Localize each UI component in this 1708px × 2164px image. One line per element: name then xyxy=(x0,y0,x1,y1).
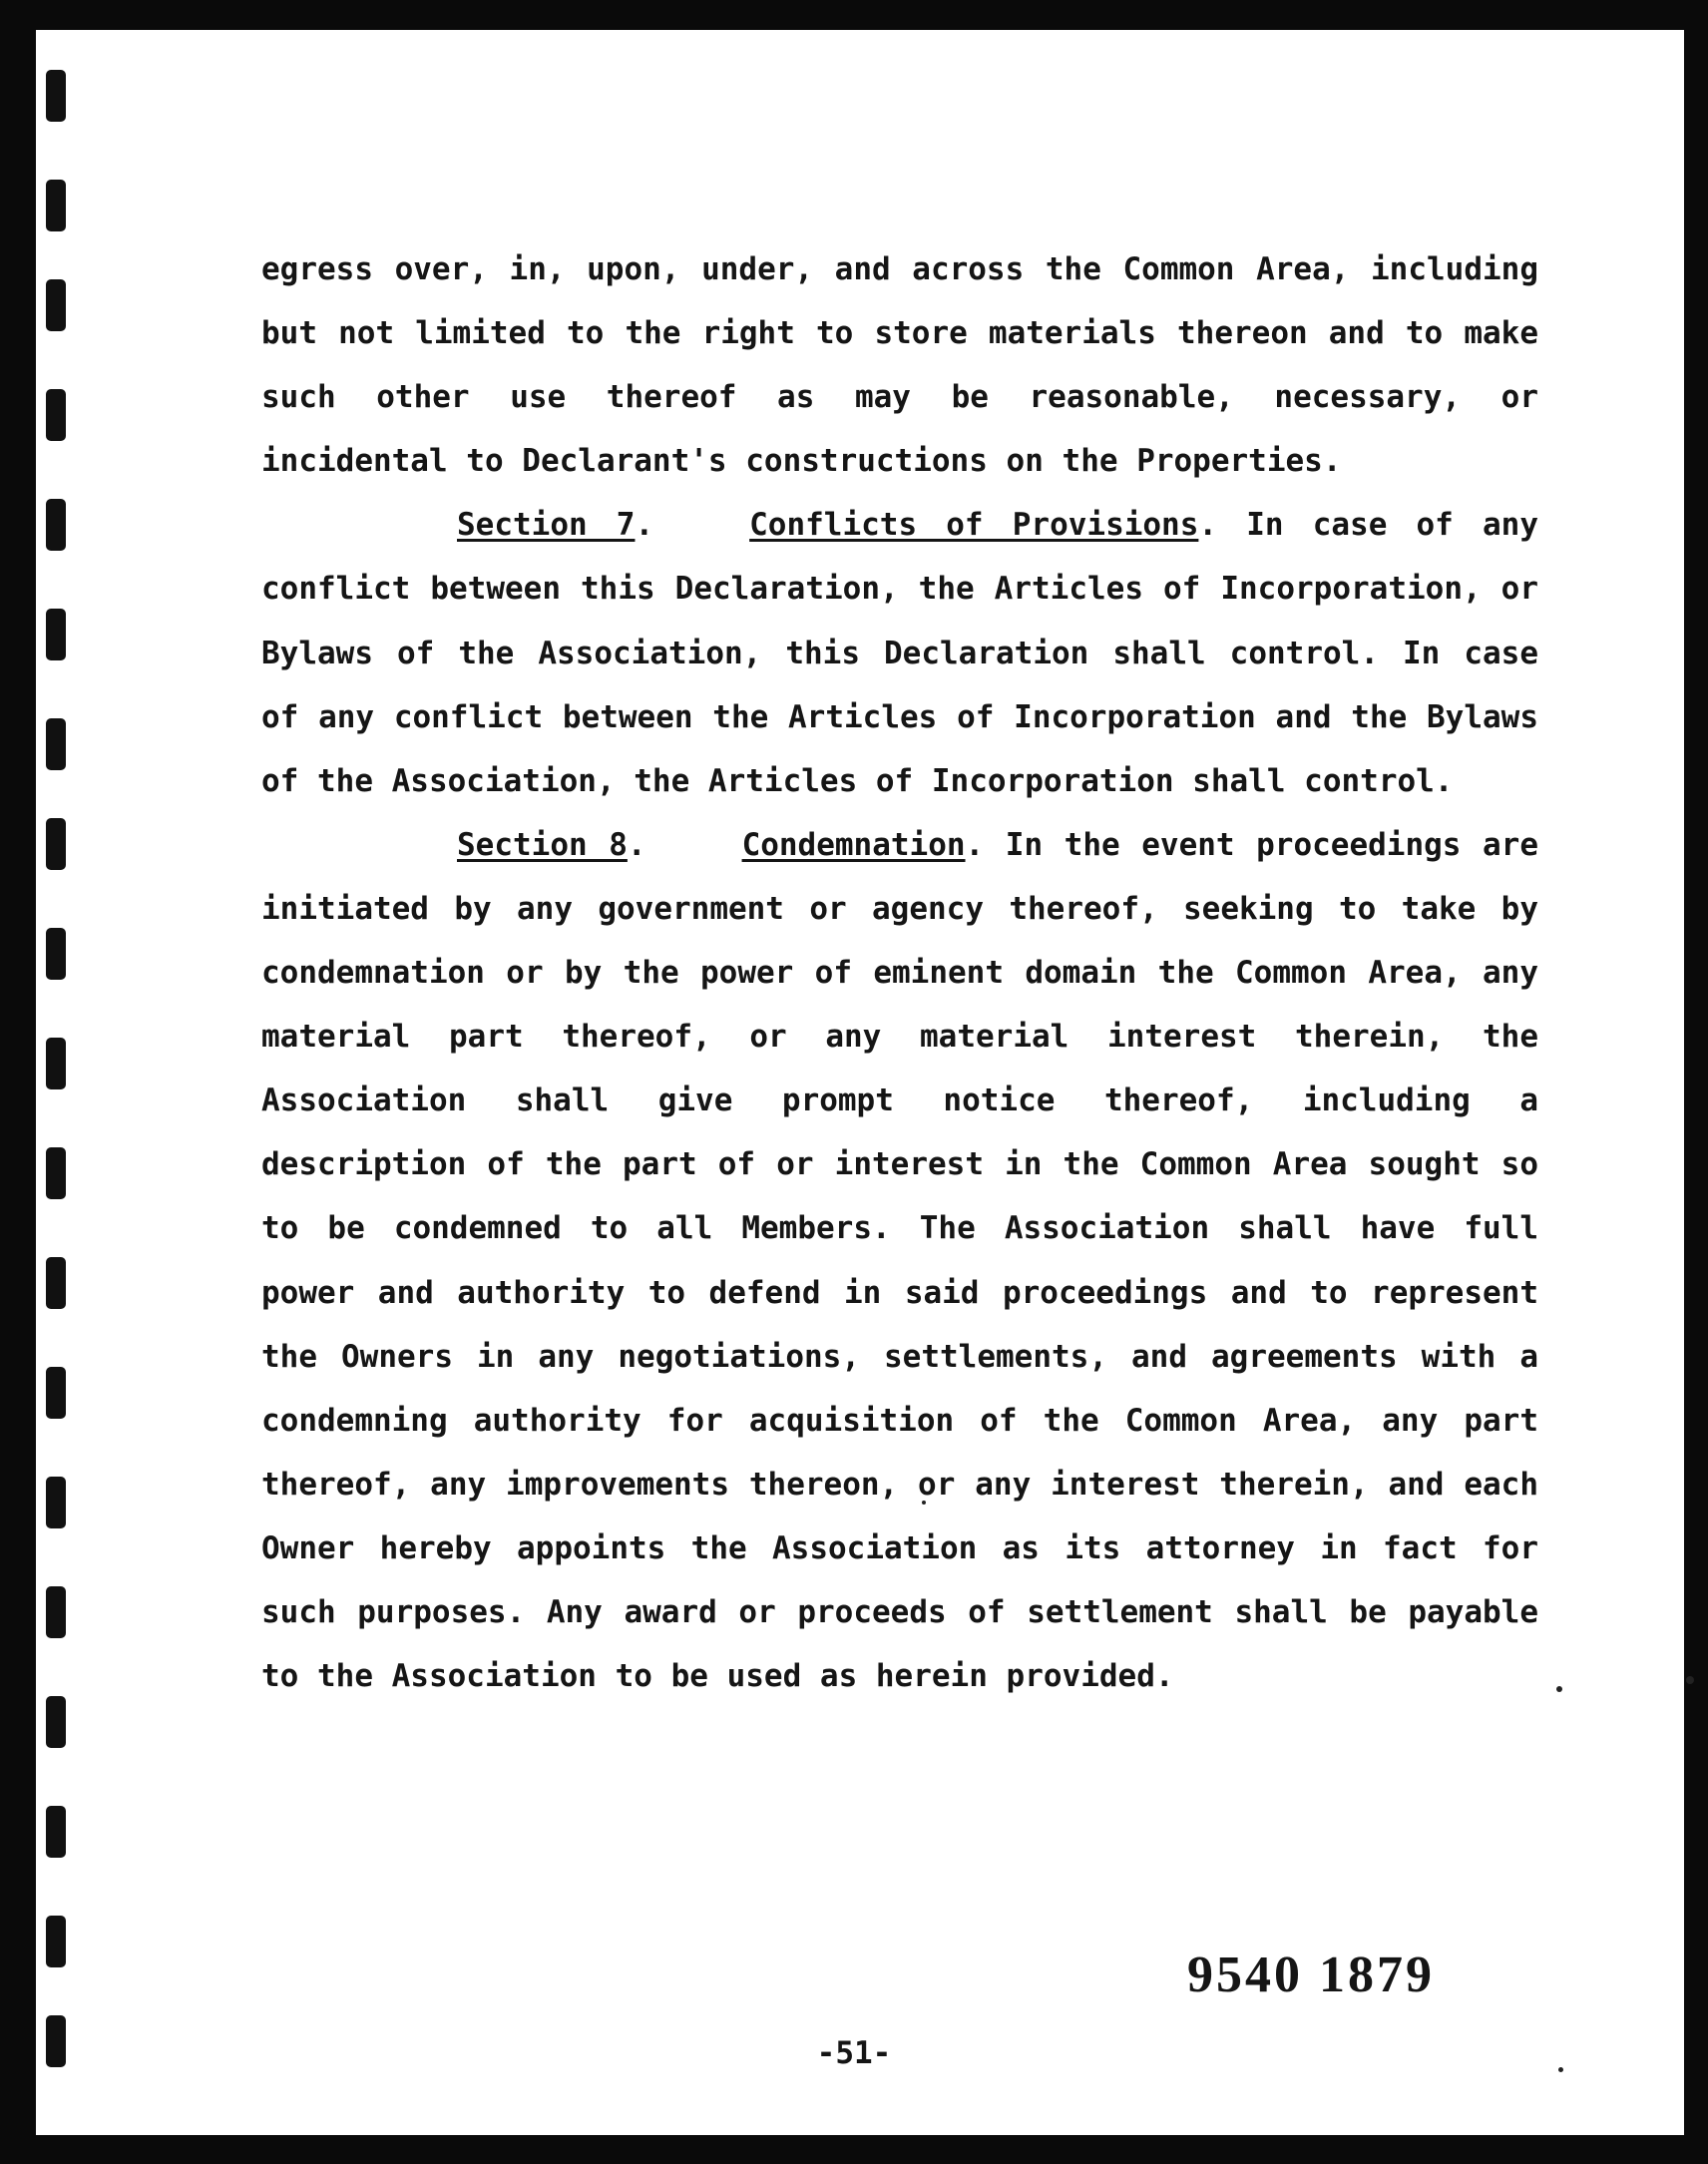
punch-hole xyxy=(46,609,66,660)
book-page-stamp: 9540 1879 xyxy=(1187,1947,1435,2003)
section-8-text: In the event proceedings are initiated by any government or agency thereof, seeking to take by condemnation or by the power of eminent domain the Common Area, any material part thereof, or any material interest therein, the Association shall give prompt notice thereof, including a description of the part of or interest in the Common Area sought so to be condemned to all Members. The Association shall have full power and authority to defend in said proceedings and to represent the Owners in any negotiations, settlements, and agreements with a condemning authority for acquisition of the Common Area, any part thereof, any improvements thereon, or any interest therein, and each Owner hereby appoints the Association as its attorney in fact for such purposes. Any award or proceeds of settlement shall be payable to the Association to be used as herein provided. xyxy=(261,826,1538,1695)
punch-hole xyxy=(46,1477,66,1528)
section-8-paragraph: Section 8. Condemnation. In the event proceedings are initiated by any government or agency thereof, seeking to take by condemnation or by the power of eminent domain the Common Area, any material part thereof, or any material interest therein, the Association shall give prompt notice thereof, including a description of the part of or interest in the Common Area sought so to be condemned to all Members. The Association shall have full power and authority to defend in said proceedings and to represent the Owners in any negotiations, settlements, and agreements with a condemning authority for acquisition of the Common Area, any part thereof, any improvements thereon, or any interest therein, and each Owner hereby appoints the Association as its attorney in fact for such purposes. Any award or proceeds of settlement shall be payable to the Association to be used as herein provided. xyxy=(261,826,1538,1695)
section-7-title: Conflicts of Provisions xyxy=(749,507,1199,544)
section-8-number: Section 8 xyxy=(457,826,628,863)
punch-hole xyxy=(46,180,66,231)
punch-hole xyxy=(46,1696,66,1748)
continuation-paragraph: egress over, in, upon, under, and across the Common Area, including but not limited to the right to store materials thereon and to make such other use thereof as may be reasonable, necessary, or incidental to Declarant's constructions on the Properties. xyxy=(261,251,1538,480)
punch-hole xyxy=(46,1147,66,1199)
document-body xyxy=(261,237,1538,1708)
punch-hole xyxy=(46,1806,66,1858)
punch-hole xyxy=(46,1038,66,1089)
section-7-paragraph: Section 7. Conflicts of Provisions. In case of any conflict between this Declaration, the Articles of Incorporation, or Bylaws of the Association, this Declaration shall control. In case of any conflict between the Articles of Incorporation and the Bylaws of the Association, the Articles of Incorporation shall control. xyxy=(261,507,1538,799)
punch-hole xyxy=(46,1367,66,1419)
scan-speck xyxy=(1556,1686,1562,1692)
punch-hole xyxy=(46,499,66,551)
section-7-number: Section 7 xyxy=(457,507,636,544)
punch-hole xyxy=(46,279,66,331)
punch-hole xyxy=(46,389,66,441)
punch-hole xyxy=(46,70,66,122)
punch-hole xyxy=(46,1586,66,1638)
page-number: -51- xyxy=(816,2035,892,2071)
punch-hole xyxy=(46,718,66,770)
section-7-text: In case of any conflict between this Declaration, the Articles of Incorporation, or Bylaws of the Association, this Declaration shall control. In case of any conflict between the Articles of Incorporation and the Bylaws of the Association, the Articles of Incorporation shall control. xyxy=(261,507,1538,799)
section-8-title: Condemnation xyxy=(741,826,966,863)
punch-hole xyxy=(46,1257,66,1309)
punch-hole xyxy=(46,1916,66,1967)
scan-speck xyxy=(1686,1676,1694,1684)
punch-hole xyxy=(46,818,66,870)
punch-hole xyxy=(46,928,66,980)
binder-punch-holes xyxy=(38,30,78,2105)
